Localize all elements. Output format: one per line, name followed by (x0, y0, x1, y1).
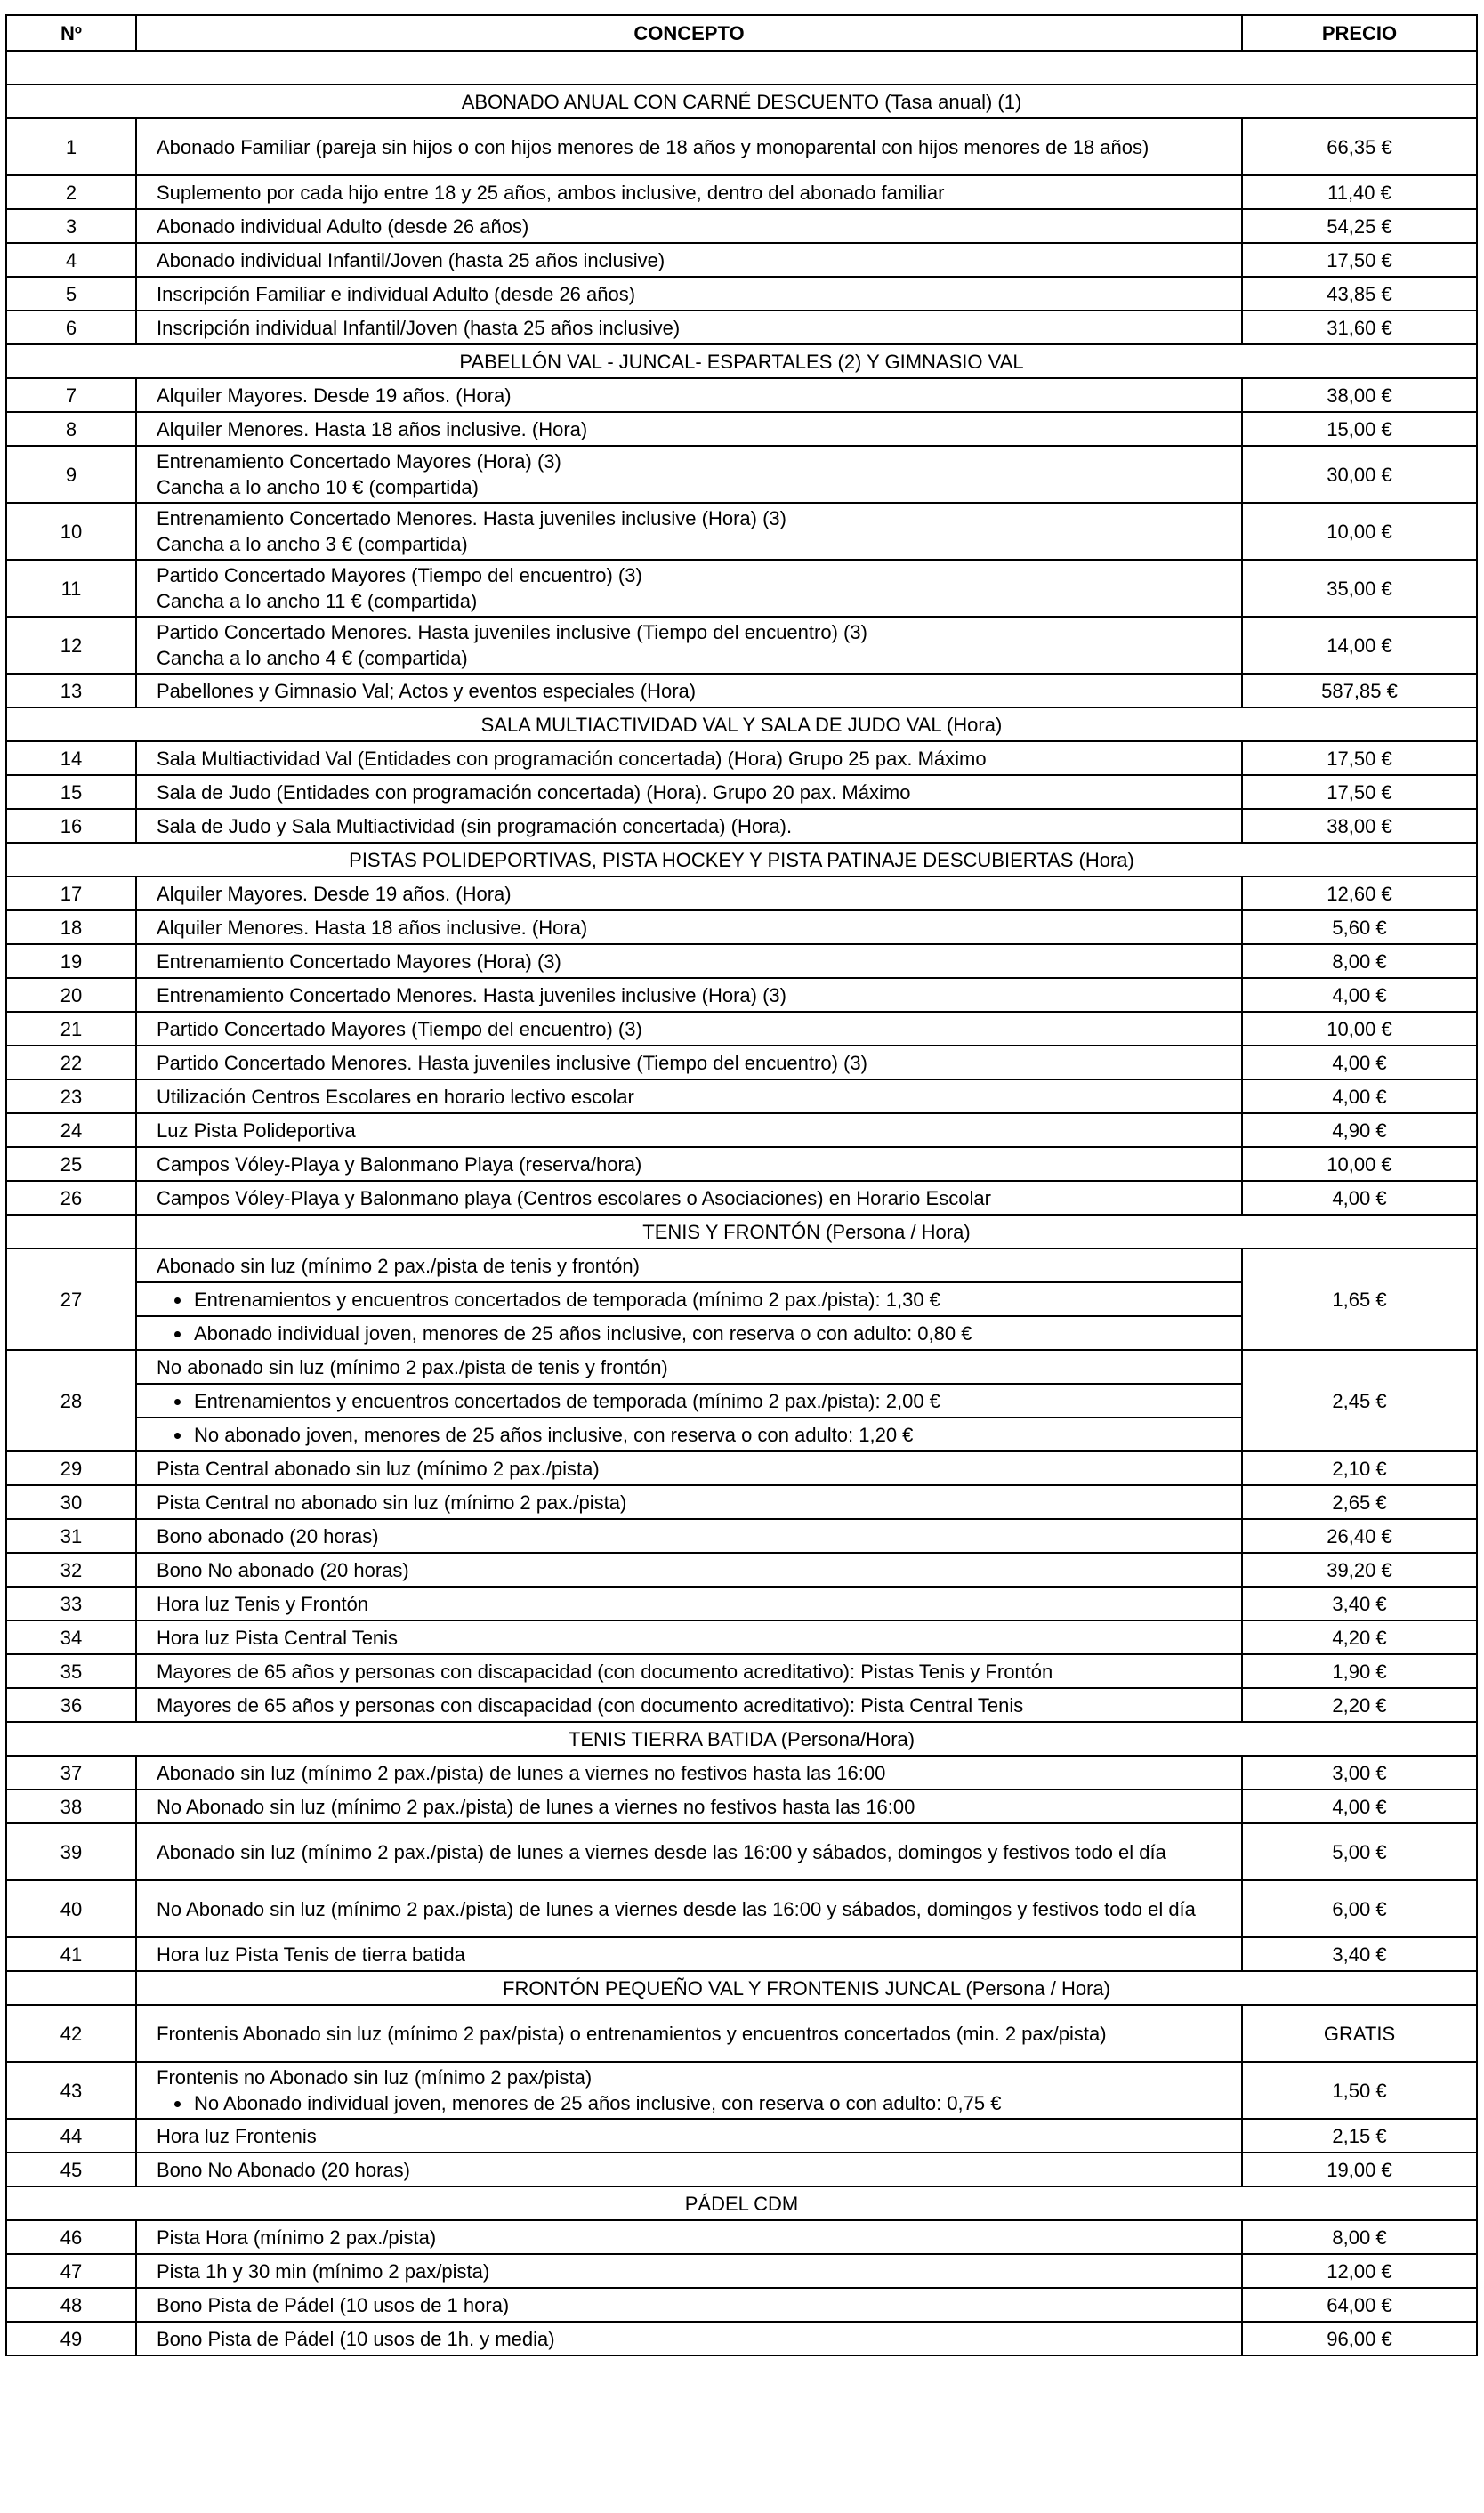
row-concept (136, 1519, 1242, 1553)
row-number: 3 (6, 209, 136, 243)
section-row (6, 843, 1477, 877)
row-price: 26,40 € (1242, 1519, 1477, 1553)
row-concept (136, 2062, 1242, 2119)
row-concept (136, 1012, 1242, 1046)
table-row (6, 1587, 1477, 1620)
section-title: PISTAS POLIDEPORTIVAS, PISTA HOCKEY Y PISTA PATINAJE DESCUBIERTAS (Hora) (6, 843, 1477, 877)
row-number: 42 (6, 2005, 136, 2062)
table-row (6, 1756, 1477, 1790)
row-price: 12,60 € (1242, 877, 1477, 910)
row-number: 24 (6, 1113, 136, 1147)
row-price: 2,20 € (1242, 1688, 1477, 1722)
section-title: TENIS Y FRONTÓN (Persona / Hora) (136, 1215, 1477, 1248)
section-empty-cell (6, 1971, 136, 2005)
row-concept (136, 1587, 1242, 1620)
row-number: 49 (6, 2322, 136, 2355)
row-number: 16 (6, 809, 136, 843)
table-row (6, 1147, 1477, 1181)
row-number: 36 (6, 1688, 136, 1722)
row-price: 66,35 € (1242, 118, 1477, 175)
row-number: 44 (6, 2119, 136, 2153)
concept-line: Hora luz Pista Tenis de tierra batida (157, 1943, 465, 1966)
row-concept (136, 1823, 1242, 1880)
row-number: 11 (6, 560, 136, 617)
table-row (6, 1079, 1477, 1113)
table-row (6, 2220, 1477, 2254)
table-row (6, 1790, 1477, 1823)
row-concept (136, 2220, 1242, 2254)
row-number: 39 (6, 1823, 136, 1880)
table-row (6, 175, 1477, 209)
concept-line: Campos Vóley-Playa y Balonmano playa (Centros escolares o Asociaciones) en Horario Escolar (157, 1186, 991, 1209)
row-concept (136, 1937, 1242, 1971)
row-price: 2,65 € (1242, 1485, 1477, 1519)
row-price: 38,00 € (1242, 378, 1477, 412)
row-price: 30,00 € (1242, 446, 1477, 503)
concept-line: Pista Hora (mínimo 2 pax./pista) (157, 2226, 437, 2249)
section-row (6, 344, 1477, 378)
row-concept (136, 674, 1242, 707)
row-concept (136, 175, 1242, 209)
row-price: 1,90 € (1242, 1654, 1477, 1688)
row-price: 6,00 € (1242, 1880, 1477, 1937)
concept-line: Cancha a lo ancho 11 € (compartida) (157, 590, 478, 612)
row-price: 5,00 € (1242, 1823, 1477, 1880)
table-row (6, 1012, 1477, 1046)
table-row (6, 277, 1477, 311)
row-concept (136, 877, 1242, 910)
table-row (6, 2005, 1477, 2062)
row-number: 28 (6, 1350, 136, 1451)
header-precio: PRECIO (1242, 15, 1477, 51)
row-number: 18 (6, 910, 136, 944)
row-price: 10,00 € (1242, 1012, 1477, 1046)
row-concept (136, 277, 1242, 311)
row-number: 22 (6, 1046, 136, 1079)
concept-line: Luz Pista Polideportiva (157, 1119, 356, 1142)
row-price: 2,45 € (1242, 1350, 1477, 1451)
row-price: 11,40 € (1242, 175, 1477, 209)
table-row (6, 1350, 1477, 1384)
row-price: 4,00 € (1242, 978, 1477, 1012)
row-concept (136, 1113, 1242, 1147)
table-row (6, 674, 1477, 707)
concept-line: Frontenis no Abonado sin luz (mínimo 2 pax/pista) (157, 2066, 593, 2089)
table-row (6, 775, 1477, 809)
section-row (6, 1722, 1477, 1756)
table-row (6, 1113, 1477, 1147)
row-price: 4,00 € (1242, 1046, 1477, 1079)
concept-line: Hora luz Tenis y Frontón (157, 1592, 369, 1615)
row-price: 35,00 € (1242, 560, 1477, 617)
row-concept (136, 412, 1242, 446)
table-row (6, 1485, 1477, 1519)
concept-line: Mayores de 65 años y personas con discapacidad (con documento acreditativo): Pistas Tenis y Frontón (157, 1660, 1053, 1683)
row-concept (136, 1688, 1242, 1722)
row-concept (136, 1790, 1242, 1823)
concept-line: Partido Concertado Menores. Hasta juveniles inclusive (Tiempo del encuentro) (3) (157, 621, 867, 643)
concept-line: Utilización Centros Escolares en horario lectivo escolar (157, 1085, 634, 1108)
table-row (6, 1880, 1477, 1937)
table-row (6, 560, 1477, 617)
table-body (6, 51, 1477, 2355)
row-concept (136, 1620, 1242, 1654)
table-row (6, 741, 1477, 775)
concept-line: Alquiler Mayores. Desde 19 años. (Hora) (157, 882, 512, 905)
row-number: 1 (6, 118, 136, 175)
concept-line: Abonado sin luz (mínimo 2 pax./pista) de lunes a viernes desde las 16:00 y sábados, domingos y festivos todo el día (157, 1840, 1166, 1863)
row-concept: Abonado sin luz (mínimo 2 pax./pista de tenis y frontón) (136, 1248, 1242, 1282)
row-price: 17,50 € (1242, 243, 1477, 277)
table-row (6, 503, 1477, 560)
row-number: 30 (6, 1485, 136, 1519)
concept-line: Sala de Judo (Entidades con programación concertada) (Hora). Grupo 20 pax. Máximo (157, 780, 911, 804)
concept-line: Pista 1h y 30 min (mínimo 2 pax/pista) (157, 2259, 490, 2283)
row-concept (136, 741, 1242, 775)
row-concept (136, 1451, 1242, 1485)
concept-line: Campos Vóley-Playa y Balonmano Playa (reserva/hora) (157, 1152, 642, 1176)
row-concept (136, 2005, 1242, 2062)
row-subconcept: No abonado joven, menores de 25 años inclusive, con reserva o con adulto: 1,20 € (136, 1418, 1242, 1451)
row-number: 14 (6, 741, 136, 775)
row-concept (136, 1756, 1242, 1790)
row-price: 31,60 € (1242, 311, 1477, 344)
row-price: 14,00 € (1242, 617, 1477, 674)
concept-line: Inscripción Familiar e individual Adulto (desde 26 años) (157, 282, 636, 305)
row-concept (136, 1485, 1242, 1519)
row-concept (136, 2288, 1242, 2322)
table-row (6, 1181, 1477, 1215)
row-number: 7 (6, 378, 136, 412)
row-concept (136, 446, 1242, 503)
section-empty-cell (6, 1215, 136, 1248)
concept-line: Inscripción individual Infantil/Joven (hasta 25 años inclusive) (157, 316, 681, 339)
concept-line: Alquiler Menores. Hasta 18 años inclusive. (Hora) (157, 916, 588, 939)
row-concept (136, 617, 1242, 674)
row-number: 33 (6, 1587, 136, 1620)
row-number: 21 (6, 1012, 136, 1046)
row-number: 5 (6, 277, 136, 311)
row-price: 3,40 € (1242, 1587, 1477, 1620)
row-number: 9 (6, 446, 136, 503)
table-row (6, 1620, 1477, 1654)
row-subconcept: Abonado individual joven, menores de 25 años inclusive, con reserva o con adulto: 0,80 € (136, 1316, 1242, 1350)
section-title: PABELLÓN VAL - JUNCAL- ESPARTALES (2) Y GIMNASIO VAL (6, 344, 1477, 378)
table-row (6, 1046, 1477, 1079)
row-price: 54,25 € (1242, 209, 1477, 243)
row-concept: No abonado sin luz (mínimo 2 pax./pista de tenis y frontón) (136, 1350, 1242, 1384)
table-row (6, 1823, 1477, 1880)
row-number: 13 (6, 674, 136, 707)
table-row (6, 1937, 1477, 1971)
concept-line: Alquiler Mayores. Desde 19 años. (Hora) (157, 384, 512, 407)
row-price: 3,00 € (1242, 1756, 1477, 1790)
row-concept (136, 118, 1242, 175)
concept-line: No Abonado sin luz (mínimo 2 pax./pista) de lunes a viernes desde las 16:00 y sábados, domingos y festivos todo el día (157, 1897, 1196, 1920)
row-number: 43 (6, 2062, 136, 2119)
concept-line: Cancha a lo ancho 10 € (compartida) (157, 476, 479, 498)
row-price: 43,85 € (1242, 277, 1477, 311)
concept-line: No Abonado sin luz (mínimo 2 pax./pista) de lunes a viernes no festivos hasta las 16:00 (157, 1795, 915, 1818)
table-row (6, 118, 1477, 175)
row-concept (136, 503, 1242, 560)
row-number: 15 (6, 775, 136, 809)
concept-line: Abonado individual Infantil/Joven (hasta 25 años inclusive) (157, 248, 665, 271)
row-number: 12 (6, 617, 136, 674)
concept-line: Partido Concertado Menores. Hasta juveniles inclusive (Tiempo del encuentro) (3) (157, 1051, 867, 1074)
row-number: 37 (6, 1756, 136, 1790)
row-concept (136, 944, 1242, 978)
table-row (6, 243, 1477, 277)
concept-line: Partido Concertado Mayores (Tiempo del encuentro) (3) (157, 564, 642, 586)
table-row (6, 412, 1477, 446)
concept-line: Sala de Judo y Sala Multiactividad (sin programación concertada) (Hora). (157, 814, 793, 837)
table-row (6, 1688, 1477, 1722)
table-row (6, 617, 1477, 674)
row-number: 2 (6, 175, 136, 209)
row-concept (136, 1147, 1242, 1181)
concept-line: Abonado individual Adulto (desde 26 años) (157, 214, 529, 238)
section-title: TENIS TIERRA BATIDA (Persona/Hora) (6, 1722, 1477, 1756)
row-price: GRATIS (1242, 2005, 1477, 2062)
header-concepto: CONCEPTO (136, 15, 1242, 51)
table-row (6, 809, 1477, 843)
row-subconcept: Entrenamientos y encuentros concertados de temporada (mínimo 2 pax./pista): 1,30 € (136, 1282, 1242, 1316)
row-number: 41 (6, 1937, 136, 1971)
table-row (6, 2062, 1477, 2119)
table-row (6, 2288, 1477, 2322)
row-number: 10 (6, 503, 136, 560)
row-subconcept: Entrenamientos y encuentros concertados de temporada (mínimo 2 pax./pista): 2,00 € (136, 1384, 1242, 1418)
row-concept (136, 1079, 1242, 1113)
row-number: 27 (6, 1248, 136, 1350)
row-price: 4,90 € (1242, 1113, 1477, 1147)
section-row (6, 707, 1477, 741)
table-header-row (6, 15, 1477, 51)
concept-line: Abonado Familiar (pareja sin hijos o con hijos menores de 18 años y monoparental con hijos menores de 18 años) (157, 135, 1149, 158)
row-price: 10,00 € (1242, 503, 1477, 560)
row-price: 4,00 € (1242, 1181, 1477, 1215)
concept-line: Entrenamiento Concertado Mayores (Hora) (3) (157, 450, 561, 473)
row-price: 2,15 € (1242, 2119, 1477, 2153)
concept-line: Bono No abonado (20 horas) (157, 1558, 409, 1581)
row-concept (136, 1046, 1242, 1079)
row-concept (136, 910, 1242, 944)
row-number: 29 (6, 1451, 136, 1485)
concept-line: Mayores de 65 años y personas con discapacidad (con documento acreditativo): Pista Central Tenis (157, 1693, 1024, 1717)
table-row (6, 446, 1477, 503)
table-row (6, 910, 1477, 944)
table-row (6, 209, 1477, 243)
row-concept (136, 1181, 1242, 1215)
row-price: 1,65 € (1242, 1248, 1477, 1350)
row-number: 35 (6, 1654, 136, 1688)
row-price: 3,40 € (1242, 1937, 1477, 1971)
row-concept (136, 775, 1242, 809)
concept-bullet: No Abonado individual joven, menores de 25 años inclusive, con reserva o con adulto: 0,75 € (157, 2090, 1222, 2116)
row-number: 32 (6, 1553, 136, 1587)
row-price: 19,00 € (1242, 2153, 1477, 2186)
price-document (5, 14, 1476, 2356)
table-row (6, 978, 1477, 1012)
table-row (6, 944, 1477, 978)
concept-line: Partido Concertado Mayores (Tiempo del encuentro) (3) (157, 1017, 642, 1040)
concept-line: Sala Multiactividad Val (Entidades con programación concertada) (Hora) Grupo 25 pax. Máximo (157, 747, 987, 770)
row-price: 17,50 € (1242, 741, 1477, 775)
concept-line: Pista Central abonado sin luz (mínimo 2 pax./pista) (157, 1457, 600, 1480)
row-number: 48 (6, 2288, 136, 2322)
row-price: 15,00 € (1242, 412, 1477, 446)
row-number: 40 (6, 1880, 136, 1937)
row-concept (136, 1654, 1242, 1688)
row-number: 8 (6, 412, 136, 446)
row-concept (136, 2153, 1242, 2186)
section-title: PÁDEL CDM (6, 2186, 1477, 2220)
row-price: 17,50 € (1242, 775, 1477, 809)
row-concept (136, 311, 1242, 344)
row-price: 4,00 € (1242, 1790, 1477, 1823)
table-row (6, 1451, 1477, 1485)
row-price: 1,50 € (1242, 2062, 1477, 2119)
table-row (6, 1553, 1477, 1587)
concept-line: Cancha a lo ancho 3 € (compartida) (157, 533, 468, 555)
row-number: 47 (6, 2254, 136, 2288)
concept-line: Hora luz Frontenis (157, 2124, 317, 2147)
row-concept (136, 978, 1242, 1012)
concept-line: Bono abonado (20 horas) (157, 1524, 379, 1547)
row-number: 34 (6, 1620, 136, 1654)
row-price: 12,00 € (1242, 2254, 1477, 2288)
table-row (6, 2322, 1477, 2355)
concept-line: Entrenamiento Concertado Mayores (Hora) (3) (157, 949, 561, 973)
table-row (6, 1519, 1477, 1553)
section-title: FRONTÓN PEQUEÑO VAL Y FRONTENIS JUNCAL (Persona / Hora) (136, 1971, 1477, 2005)
row-concept (136, 1880, 1242, 1937)
row-price: 2,10 € (1242, 1451, 1477, 1485)
concept-line: Pista Central no abonado sin luz (mínimo 2 pax./pista) (157, 1491, 627, 1514)
empty-row (6, 51, 1477, 85)
row-number: 4 (6, 243, 136, 277)
table-row (6, 378, 1477, 412)
row-concept (136, 243, 1242, 277)
row-number: 26 (6, 1181, 136, 1215)
row-number: 38 (6, 1790, 136, 1823)
table-row (6, 2254, 1477, 2288)
section-row (6, 1215, 1477, 1248)
concept-line: Alquiler Menores. Hasta 18 años inclusive. (Hora) (157, 417, 588, 440)
concept-line: Cancha a lo ancho 4 € (compartida) (157, 647, 468, 669)
row-concept (136, 1553, 1242, 1587)
row-price: 39,20 € (1242, 1553, 1477, 1587)
row-number: 25 (6, 1147, 136, 1181)
concept-line: Bono No Abonado (20 horas) (157, 2158, 410, 2181)
section-title: SALA MULTIACTIVIDAD VAL Y SALA DE JUDO VAL (Hora) (6, 707, 1477, 741)
row-number: 19 (6, 944, 136, 978)
row-number: 31 (6, 1519, 136, 1553)
row-number: 45 (6, 2153, 136, 2186)
row-number: 17 (6, 877, 136, 910)
table-row (6, 2153, 1477, 2186)
row-number: 46 (6, 2220, 136, 2254)
table-row (6, 1248, 1477, 1282)
concept-line: Suplemento por cada hijo entre 18 y 25 años, ambos inclusive, dentro del abonado familiar (157, 181, 945, 204)
row-price: 8,00 € (1242, 944, 1477, 978)
row-concept (136, 2322, 1242, 2355)
row-price: 96,00 € (1242, 2322, 1477, 2355)
header-num: Nº (6, 15, 136, 51)
row-concept (136, 378, 1242, 412)
concept-line: Entrenamiento Concertado Menores. Hasta juveniles inclusive (Hora) (3) (157, 983, 786, 1006)
concept-line: Frontenis Abonado sin luz (mínimo 2 pax/pista) o entrenamientos y encuentros concertados (min. 2 pax/pista) (157, 2022, 1107, 2045)
row-number: 6 (6, 311, 136, 344)
row-concept (136, 2254, 1242, 2288)
section-row (6, 1971, 1477, 2005)
concept-line: Bono Pista de Pádel (10 usos de 1h. y media) (157, 2327, 555, 2350)
row-price: 4,20 € (1242, 1620, 1477, 1654)
row-price: 4,00 € (1242, 1079, 1477, 1113)
row-concept (136, 560, 1242, 617)
concept-line: Bono Pista de Pádel (10 usos de 1 hora) (157, 2293, 510, 2316)
section-row (6, 85, 1477, 118)
row-concept (136, 809, 1242, 843)
concept-line: Abonado sin luz (mínimo 2 pax./pista) de lunes a viernes no festivos hasta las 16:00 (157, 1761, 886, 1784)
section-row (6, 2186, 1477, 2220)
concept-line: Entrenamiento Concertado Menores. Hasta juveniles inclusive (Hora) (3) (157, 507, 786, 529)
row-price: 5,60 € (1242, 910, 1477, 944)
table-row (6, 311, 1477, 344)
row-price: 64,00 € (1242, 2288, 1477, 2322)
row-number: 20 (6, 978, 136, 1012)
row-number: 23 (6, 1079, 136, 1113)
row-concept (136, 209, 1242, 243)
table-row (6, 2119, 1477, 2153)
row-concept (136, 2119, 1242, 2153)
price-table (5, 14, 1478, 2356)
row-price: 8,00 € (1242, 2220, 1477, 2254)
row-price: 10,00 € (1242, 1147, 1477, 1181)
concept-line: Pabellones y Gimnasio Val; Actos y eventos especiales (Hora) (157, 679, 697, 702)
table-row (6, 1654, 1477, 1688)
section-title: ABONADO ANUAL CON CARNÉ DESCUENTO (Tasa anual) (1) (6, 85, 1477, 118)
row-price: 587,85 € (1242, 674, 1477, 707)
table-row (6, 877, 1477, 910)
concept-line: Hora luz Pista Central Tenis (157, 1626, 399, 1649)
row-price: 38,00 € (1242, 809, 1477, 843)
